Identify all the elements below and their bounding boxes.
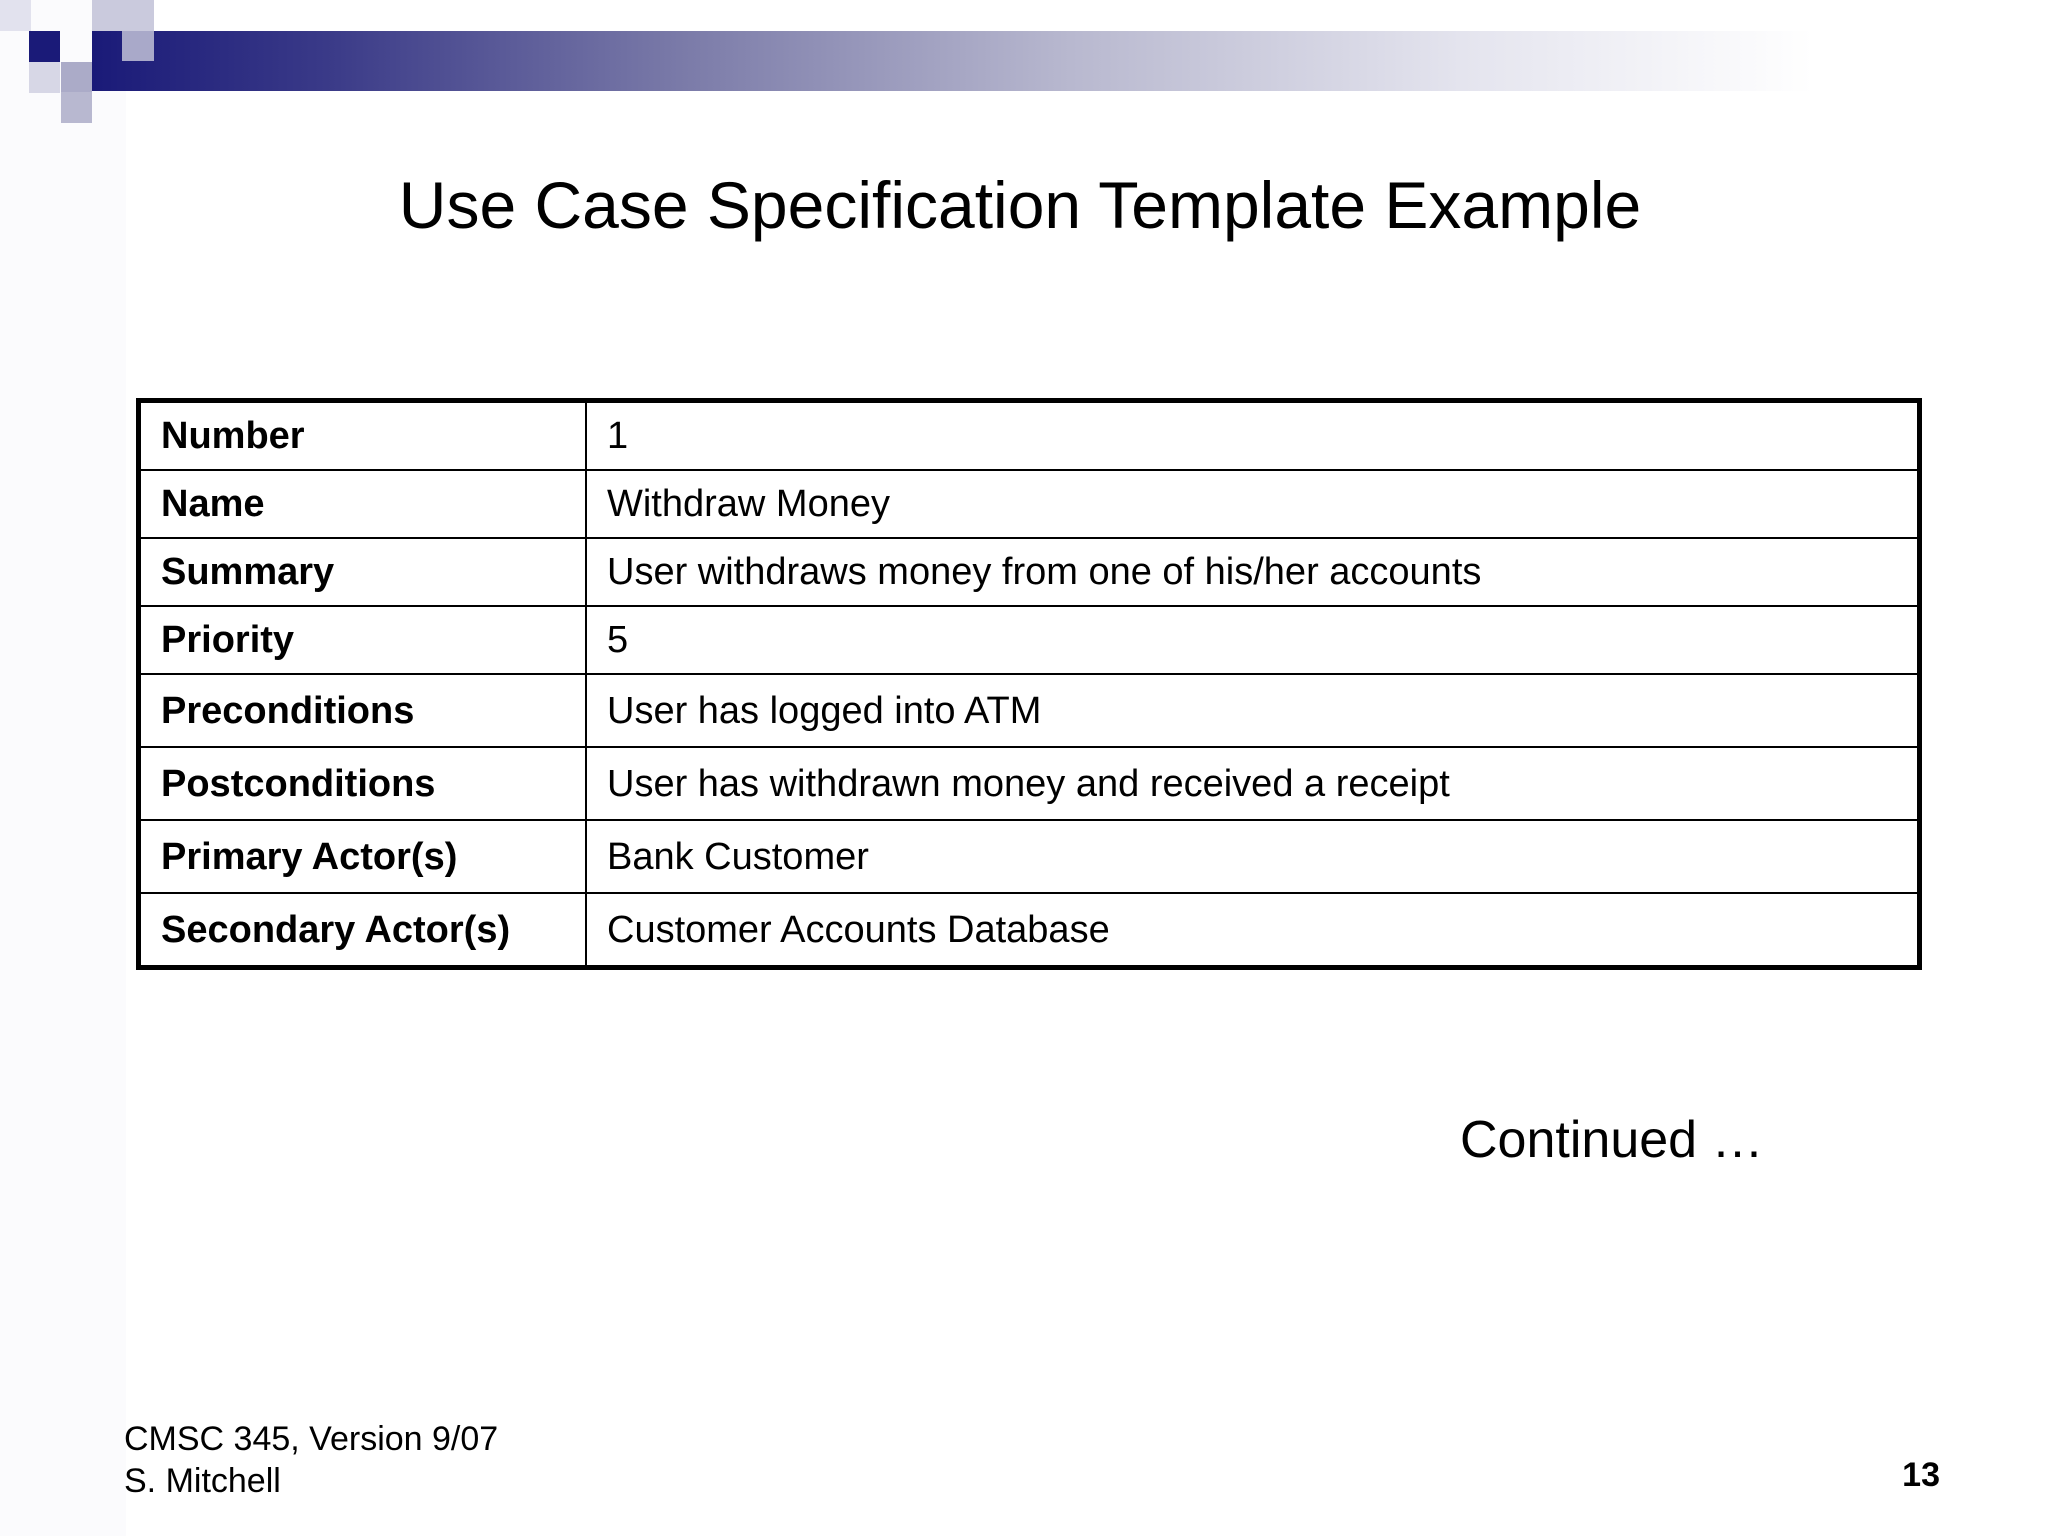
row-value: 5 — [586, 606, 1920, 674]
row-value: User has withdrawn money and received a receipt — [586, 747, 1920, 820]
decorative-square — [61, 62, 92, 93]
decorative-square — [0, 0, 31, 31]
page-number: 13 — [1902, 1456, 1940, 1494]
row-value: Bank Customer — [586, 820, 1920, 893]
table-row — [139, 470, 1920, 538]
row-label: Name — [139, 470, 587, 538]
header-gradient-bar — [92, 31, 2048, 91]
decorative-square — [29, 62, 60, 93]
table-row — [139, 606, 1920, 674]
row-value: Customer Accounts Database — [586, 893, 1920, 968]
table-row — [139, 401, 1920, 471]
decorative-square — [92, 0, 154, 31]
table-row — [139, 893, 1920, 968]
row-label: Summary — [139, 538, 587, 606]
table-row — [139, 820, 1920, 893]
row-value: 1 — [586, 401, 1920, 471]
decorative-square — [61, 92, 92, 123]
row-value: User has logged into ATM — [586, 674, 1920, 747]
decorative-square — [122, 31, 154, 61]
table-row — [139, 747, 1920, 820]
row-value: User withdraws money from one of his/her accounts — [586, 538, 1920, 606]
left-template-strip — [0, 0, 126, 1536]
continued-note: Continued … — [1460, 1111, 1764, 1169]
footer-author: S. Mitchell — [124, 1462, 281, 1500]
row-label: Postconditions — [139, 747, 587, 820]
row-label: Priority — [139, 606, 587, 674]
slide-footer — [124, 1418, 498, 1502]
row-label: Number — [139, 401, 587, 471]
table-row — [139, 674, 1920, 747]
table-row — [139, 538, 1920, 606]
row-value: Withdraw Money — [586, 470, 1920, 538]
footer-course: CMSC 345, Version 9/07 — [124, 1420, 499, 1458]
row-label: Secondary Actor(s) — [139, 893, 587, 968]
slide-title: Use Case Specification Template Example — [398, 168, 1642, 242]
decorative-square — [29, 31, 60, 62]
row-label: Preconditions — [139, 674, 587, 747]
use-case-spec-table — [136, 398, 1922, 970]
row-label: Primary Actor(s) — [139, 820, 587, 893]
